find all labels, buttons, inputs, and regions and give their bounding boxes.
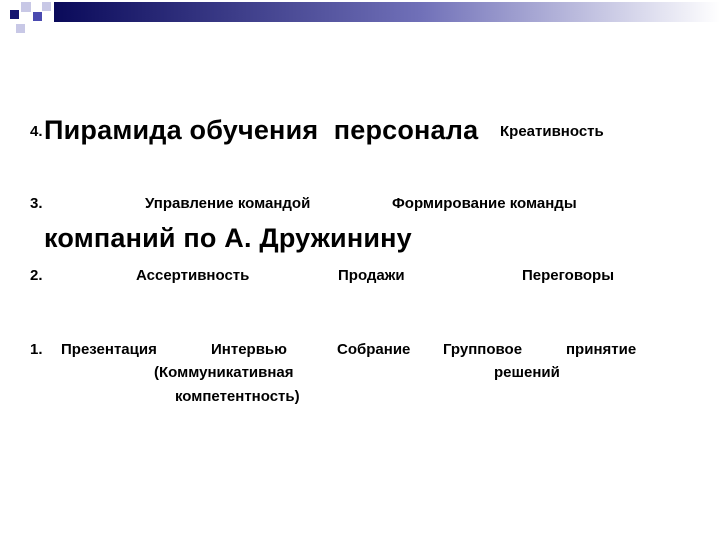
skill-creativity: Креативность — [500, 123, 604, 140]
skill-group-decision: Групповое — [443, 341, 523, 358]
level-2-number: 2. — [30, 267, 43, 284]
skill-negotiations: Переговоры — [522, 267, 614, 284]
skill-group-decision-2: принятие — [566, 341, 637, 358]
skill-presentation: Презентация — [61, 341, 157, 358]
deco-square — [16, 24, 25, 33]
deco-square — [42, 2, 51, 11]
deco-square — [21, 2, 31, 12]
gradient-bar — [54, 2, 720, 22]
deco-square — [10, 10, 19, 19]
level-4-number: 4. — [30, 123, 43, 140]
level-1-number: 1. — [30, 341, 43, 358]
skill-assertiveness: Ассертивность — [136, 267, 250, 284]
note-competence: компетентность) — [175, 388, 300, 405]
deco-square — [33, 12, 42, 21]
skill-meeting: Собрание — [337, 341, 411, 358]
slide-title — [44, 40, 478, 292]
note-communicative: (Коммуникативная — [154, 364, 294, 381]
title-line-1: Пирамида обучения персонала — [44, 115, 479, 145]
level-3-number: 3. — [30, 195, 43, 212]
skill-team-management: Управление командой — [145, 195, 311, 212]
skill-interview: Интервью — [211, 341, 287, 358]
skill-team-building: Формирование команды — [392, 195, 577, 212]
title-line-2: компаний по А. Дружинину — [44, 223, 412, 253]
skill-sales: Продажи — [338, 267, 405, 284]
note-decisions: решений — [494, 364, 560, 381]
